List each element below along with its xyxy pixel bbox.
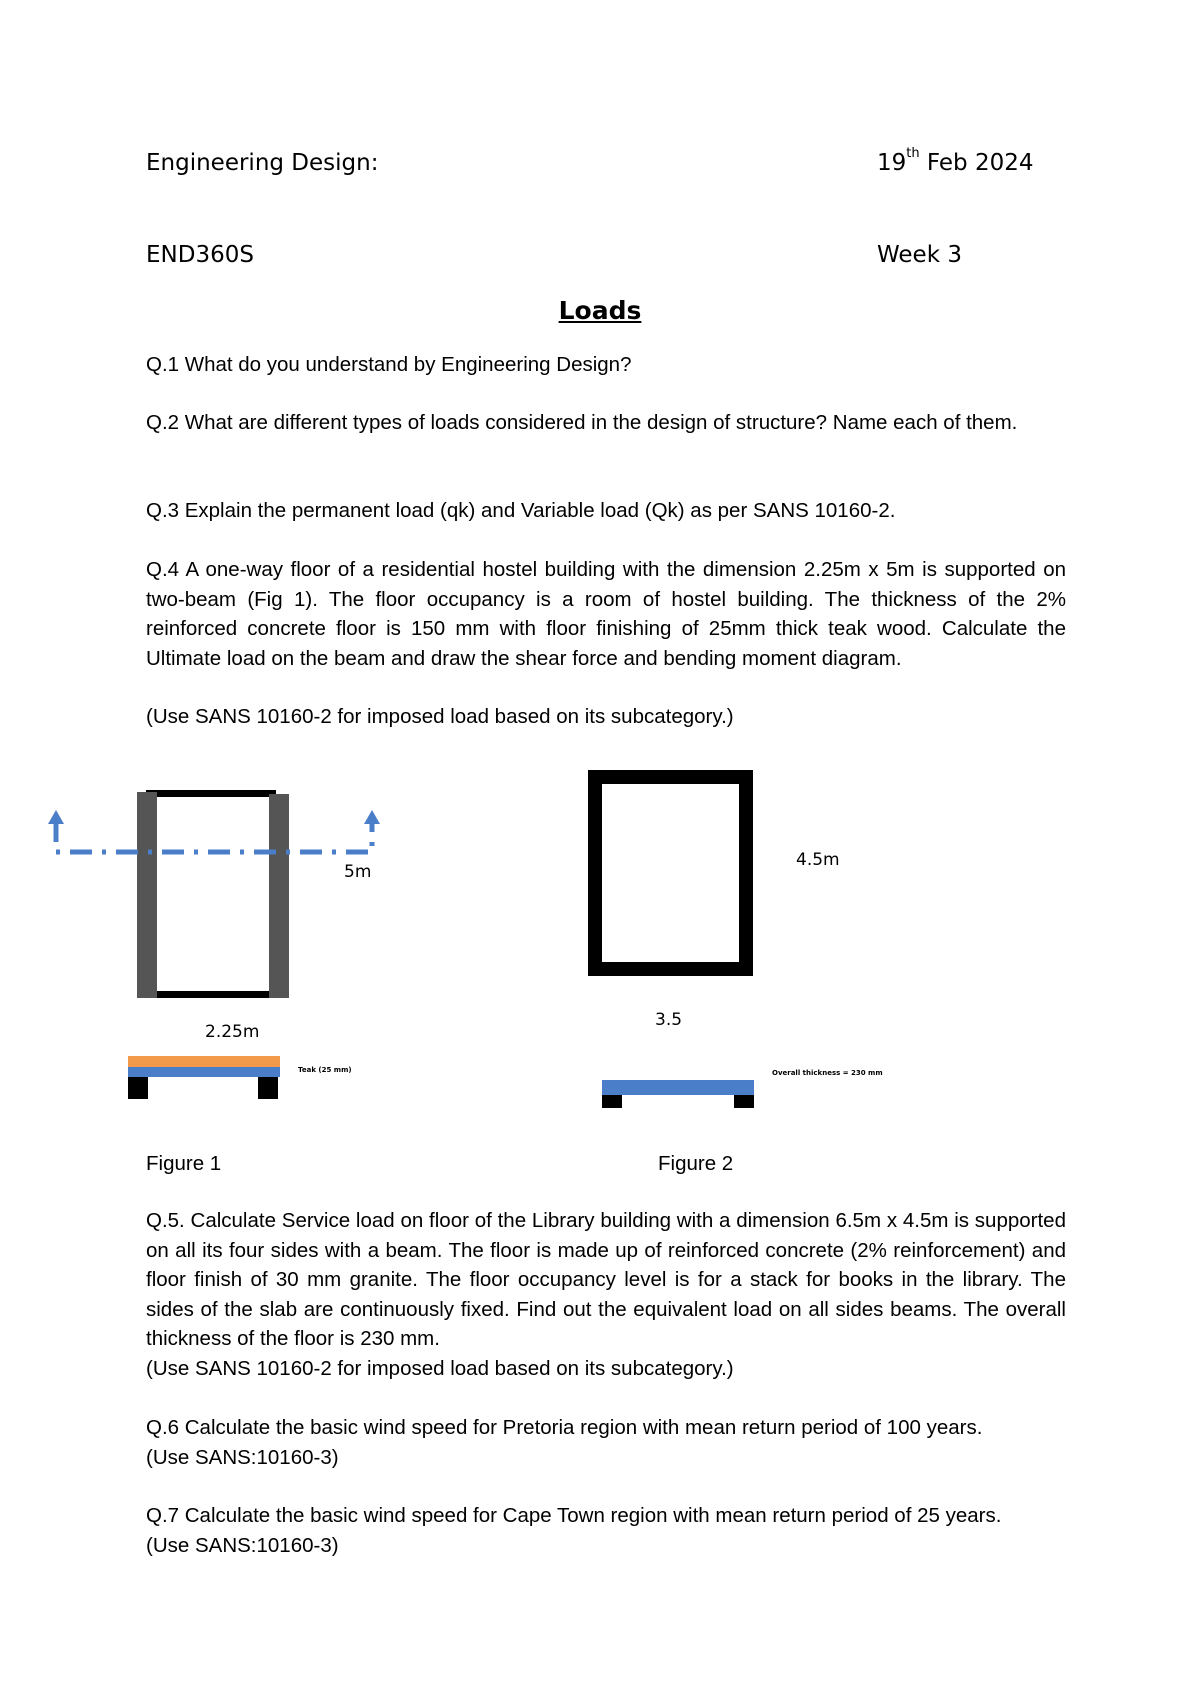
course-title: Engineering Design: [146,150,379,176]
question-5-note: (Use SANS 10160-2 for imposed load based on its subcategory.) [146,1357,734,1380]
course-code: END360S [146,242,254,268]
date-rest: Feb 2024 [919,150,1034,176]
question-4-note: (Use SANS 10160-2 for imposed load based on its subcategory.) [146,705,734,728]
question-3: Q.3 Explain the permanent load (qk) and Variable load (Qk) as per SANS 10160-2. [146,499,896,522]
figure-2-width-label: 3.5 [655,1010,683,1030]
question-7: Q.7 Calculate the basic wind speed for Cape Town region with mean return period of 25 years. (Use SANS:10160-3) [146,1504,1002,1557]
figure-1-section-arrow-left [48,810,64,824]
figure-1-length-label: 5m [344,862,372,882]
figure-1-teak-finish [128,1056,280,1067]
figure-2-length-label: 4.5m [796,850,840,870]
page-title: Loads [558,296,642,325]
figure-1-concrete-slab [128,1067,280,1077]
figure-1-diagram [40,770,440,1120]
figure-2-diagram [580,765,840,1115]
figure-2-section-label: Overall thickness = 230 mm [772,1069,883,1077]
figure-1-slab-top-edge [146,790,276,797]
date [877,146,1034,176]
figure-2-support-left [602,1095,622,1108]
figure-2-caption: Figure 2 [658,1152,734,1175]
figure-2-concrete-slab [602,1080,754,1095]
figure-1-section-arrow-right [364,810,380,824]
week-label: Week 3 [877,242,962,268]
figure-1-slab-bottom-edge [146,991,276,998]
figure-1-caption: Figure 1 [146,1152,222,1175]
figure-2-slab-outline [595,777,746,969]
question-1: Q.1 What do you understand by Engineering Design? [146,353,632,376]
figure-1-width-label: 2.25m [205,1022,260,1042]
figure-1-support-left [128,1077,148,1099]
figure-1-section-label: Teak (25 mm) [298,1066,352,1074]
figure-1-right-beam [269,794,289,998]
question-6: Q.6 Calculate the basic wind speed for Pretoria region with mean return period of 100 years. (Use SANS:10160-3) [146,1416,983,1469]
figure-1-support-right [258,1077,278,1099]
date-suffix: th [906,146,920,161]
figure-1-section-line [56,820,372,852]
figure-2-support-right [734,1095,754,1108]
question-4: Q.4 A one-way floor of a residential hostel building with the dimension 2.25m x 5m is supported on two-beam (Fig 1). The floor occupancy is a room of hostel building. The thickness of the 2% reinforced concrete floor is 150 mm with floor finishing of 25mm thick teak wood. Calculate the Ultimate load on the beam and draw the shear force and bending moment diagram. [146,558,1066,670]
question-2: Q.2 What are different types of loads considered in the design of structure? Name each of them. [146,411,1018,434]
date-day: 19 [877,150,907,176]
question-5: Q.5. Calculate Service load on floor of the Library building with a dimension 6.5m x 4.5m is supported on all its four sides with a beam. The floor is made up of reinforced concrete (2% reinforcement) and floor finish of 30 mm granite. The floor occupancy level is for a stack for books in the library. The sides of the slab are continuously fixed. Find out the equivalent load on all sides beams. The overall thickness of the floor is 230 mm. [146,1209,1066,1350]
figure-1-left-beam [137,792,157,998]
